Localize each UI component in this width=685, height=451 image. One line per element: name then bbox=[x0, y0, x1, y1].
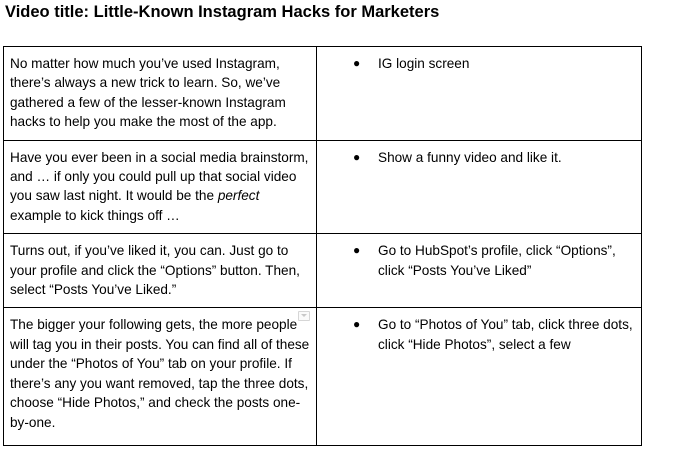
visual-notes-cell[interactable] bbox=[317, 308, 642, 446]
visual-note-text: IG login screen bbox=[378, 56, 470, 71]
narration-text: The bigger your following gets, the more people will tag you in their posts. You can find all of these under the “Photos of You” tab on your profile. If there’s any you want removed, tap the three dots, choose “Hide Photos,” and check the posts one-by-one. bbox=[10, 317, 310, 430]
narration-cell[interactable] bbox=[4, 234, 317, 308]
video-title: Video title: Little-Known Instagram Hacks for Marketers bbox=[5, 3, 440, 21]
visual-notes-cell[interactable] bbox=[317, 234, 642, 308]
visual-note-text: Go to “Photos of You” tab, click three dots, click “Hide Photos”, select a few bbox=[378, 317, 633, 352]
bullet-dot-icon: ● bbox=[353, 243, 361, 258]
comment-indicator-icon[interactable] bbox=[298, 311, 310, 321]
narration-text: No matter how much you’ve used Instagram, there’s always a new trick to learn. So, we’ve gathered a few of the lesser-known Instagram hacks to help you make the most of the app. bbox=[10, 56, 286, 130]
narration-emphasis: perfect bbox=[217, 188, 260, 204]
visual-note-text: Go to HubSpot’s profile, click “Options”, click “Posts You’ve Liked” bbox=[378, 243, 616, 278]
visual-note-text: Show a funny video and like it. bbox=[378, 149, 562, 165]
table-row bbox=[4, 47, 642, 141]
table-row bbox=[4, 308, 642, 446]
narration-text-end: example to kick things off … bbox=[10, 207, 180, 223]
bullet-dot-icon: ● bbox=[353, 317, 361, 332]
narration-cell[interactable] bbox=[4, 140, 317, 234]
bullet-item bbox=[323, 54, 635, 73]
visual-notes-cell[interactable] bbox=[317, 47, 642, 141]
narration-text: Have you ever been in a social media brainstorm, and … if only you could pull up that social video you saw last night. It would be the bbox=[10, 149, 309, 204]
script-table bbox=[3, 46, 642, 446]
visual-notes-cell[interactable] bbox=[317, 140, 642, 234]
narration-text: Turns out, if you’ve liked it, you can. Just go to your profile and click the “Options” button. Then, select “Posts You’ve Liked.” bbox=[10, 243, 300, 298]
bullet-dot-icon: ● bbox=[353, 56, 361, 70]
table-row bbox=[4, 140, 642, 234]
bullet-dot-icon: ● bbox=[353, 149, 361, 164]
table-row bbox=[4, 234, 642, 308]
narration-cell[interactable] bbox=[4, 47, 317, 141]
bullet-item bbox=[323, 315, 635, 354]
bullet-item bbox=[323, 148, 635, 167]
bullet-item bbox=[323, 241, 635, 280]
narration-cell[interactable] bbox=[4, 308, 317, 446]
